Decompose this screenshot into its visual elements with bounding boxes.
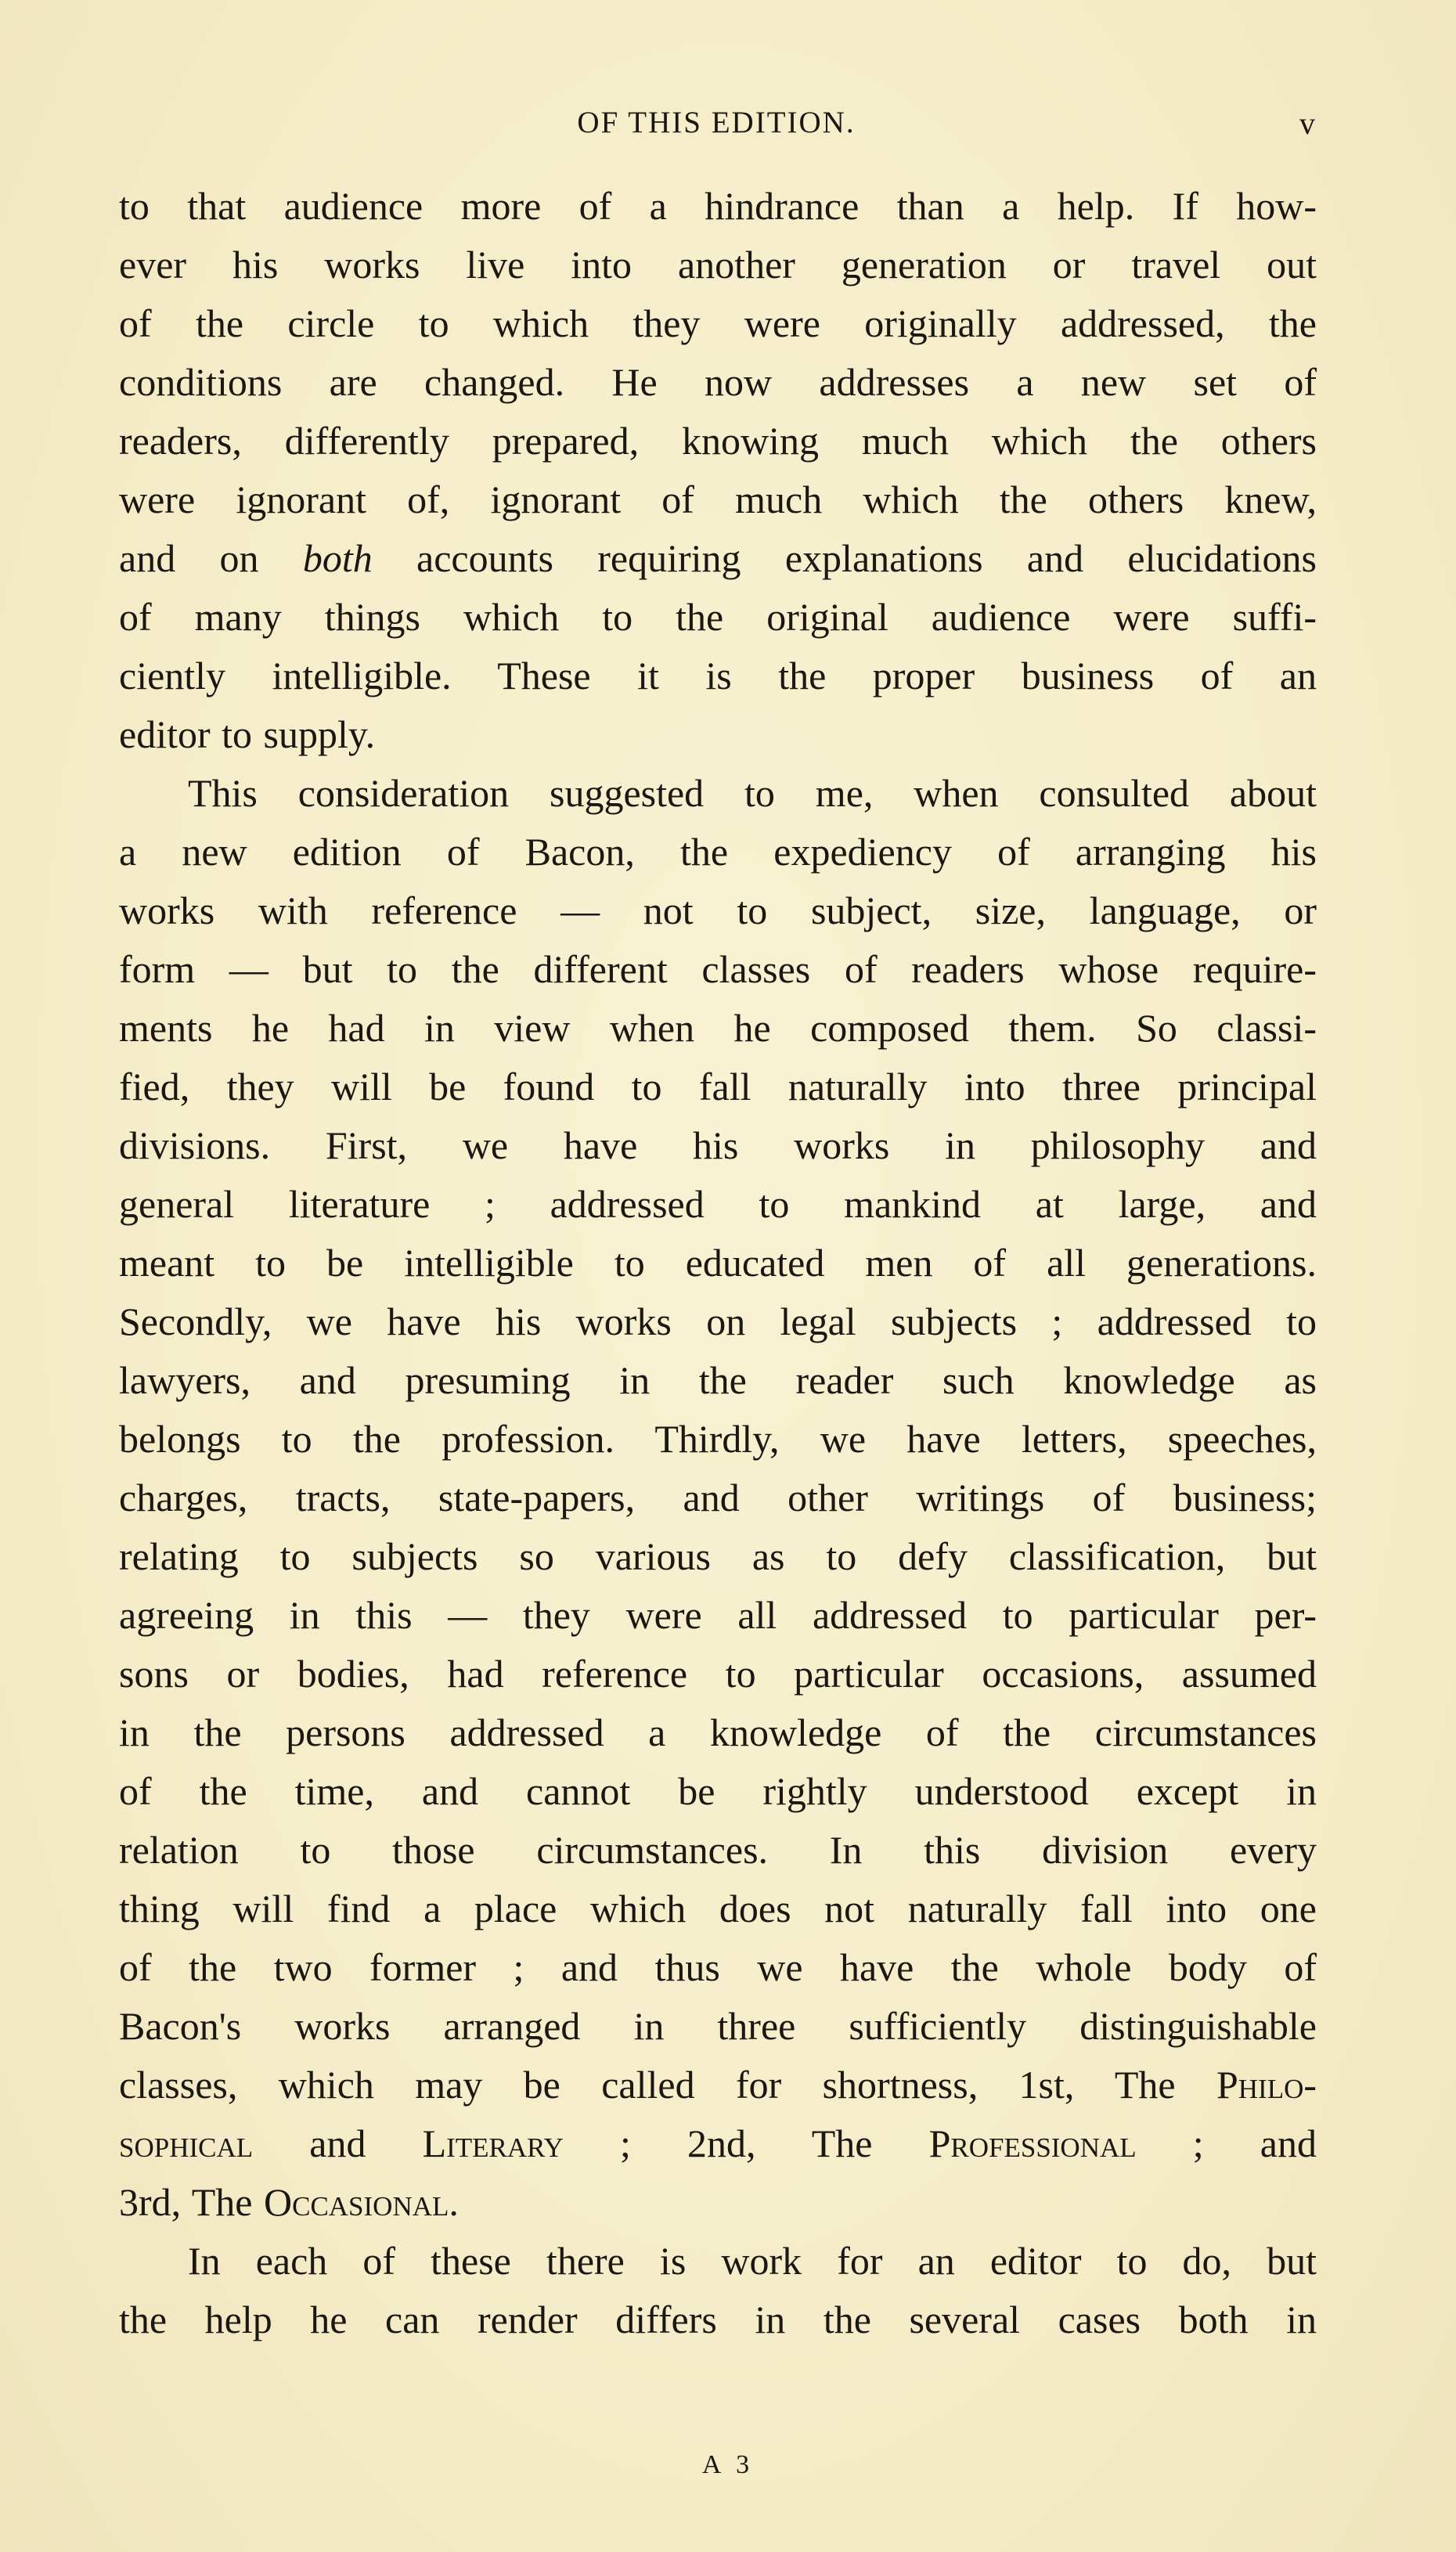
text-line [119, 2056, 1317, 2114]
text-line: readers, differently prepared, knowing much which the others [119, 419, 1317, 463]
text-line: a new edition of Bacon, the expediency of arranging his [119, 830, 1317, 874]
text-line: agreeing in this — they were all addressed to particular per- [119, 1593, 1317, 1637]
text-line: to that audience more of a hindrance than a help. If how- [119, 184, 1317, 228]
text-segment: ; and [1136, 2121, 1317, 2165]
text-line: charges, tracts, state-papers, and other writings of business; [119, 1476, 1317, 1519]
text-line: ciently intelligible. These it is the proper business of an [119, 654, 1317, 697]
text-segment: accounts requiring explanations and elucidations [372, 536, 1317, 580]
text-segment: and on [119, 536, 303, 580]
text-line: ever his works live into another generation or travel out [119, 243, 1317, 287]
small-caps-text: Occasional [263, 2180, 449, 2224]
small-caps-text: Professional [928, 2121, 1137, 2165]
text-line: divisions. First, we have his works in philosophy and [119, 1123, 1317, 1167]
text-segment: . [449, 2180, 459, 2224]
text-line: of the circle to which they were originally addressed, the [119, 301, 1317, 345]
text-line: Bacon's works arranged in three sufficiently distinguishable [119, 2004, 1317, 2048]
text-line: of the two former ; and thus we have the whole body of [119, 1945, 1317, 1989]
text-line: of many things which to the original audience were suffi- [119, 595, 1317, 639]
text-line: conditions are changed. He now addresses a new set of [119, 360, 1317, 404]
text-line: Secondly, we have his works on legal subjects ; addressed to [119, 1299, 1317, 1343]
text-line: fied, they will be found to fall naturally into three principal [119, 1065, 1317, 1108]
text-segment: ; 2nd, The [563, 2121, 929, 2165]
text-segment: classes, which may be called for shortness, 1st, The [119, 2063, 1176, 2107]
text-line: of the time, and cannot be rightly understood except in [119, 1769, 1317, 1813]
text-segment: 3rd, The [119, 2180, 264, 2224]
small-caps-text: Literary [422, 2121, 564, 2165]
text-line: the help he can render differs in the several cases both in [119, 2298, 1317, 2341]
text-line: ments he had in view when he composed them. So classi- [119, 1006, 1317, 1050]
text-line: sons or bodies, had reference to particular occasions, assumed [119, 1652, 1317, 1696]
paragraph-3 [119, 2232, 1317, 2349]
body-text [119, 177, 1317, 2349]
paragraph-1 [119, 177, 1317, 764]
text-line: thing will find a place which does not naturally fall into one [119, 1887, 1317, 1930]
text-line: relating to subjects so various as to defy classification, but [119, 1534, 1317, 1578]
text-line: In each of these there is work for an editor to do, but [188, 2239, 1317, 2283]
text-line [119, 2173, 1317, 2232]
text-line: general literature ; addressed to mankind at large, and [119, 1182, 1317, 1226]
running-title: OF THIS EDITION. [577, 106, 856, 139]
page-number: v [1299, 106, 1315, 141]
text-line: meant to be intelligible to educated men of all generations. [119, 1241, 1317, 1285]
text-line: were ignorant of, ignorant of much which the others knew, [119, 478, 1317, 521]
small-caps-text: sophical [119, 2121, 254, 2165]
text-line: lawyers, and presuming in the reader such knowledge as [119, 1358, 1317, 1402]
signature-mark: A 3 [701, 2450, 755, 2479]
running-head [117, 100, 1315, 147]
text-line: relation to those circumstances. In this division every [119, 1828, 1317, 1872]
text-segment: and [253, 2121, 423, 2165]
text-line: editor to supply. [119, 712, 376, 756]
text-line: works with reference — not to subject, size, language, or [119, 889, 1317, 932]
text-line: in the persons addressed a knowledge of the circumstances [119, 1710, 1317, 1754]
emphasis-text: both [302, 536, 373, 580]
text-line: belongs to the profession. Thirdly, we have letters, speeches, [119, 1417, 1317, 1461]
text-line: This consideration suggested to me, when consulted about [188, 771, 1317, 815]
text-line [119, 2114, 1317, 2173]
text-line [119, 529, 1317, 588]
text-line: form — but to the different classes of readers whose require- [119, 947, 1317, 991]
paragraph-2 [119, 764, 1317, 2232]
small-caps-text: Philo- [1216, 2063, 1317, 2107]
